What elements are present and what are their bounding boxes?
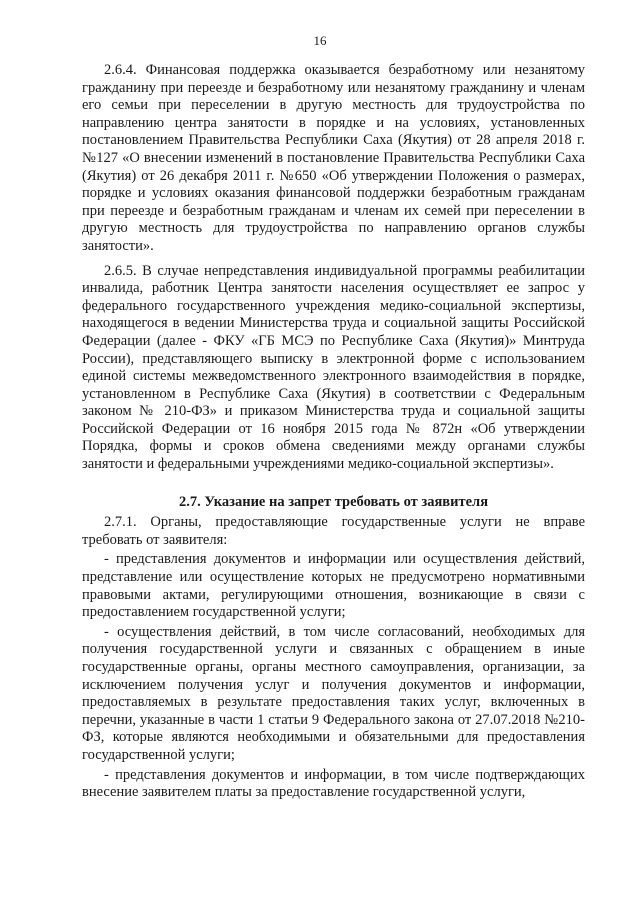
list-item: - представления документов и информации, в том числе подтверждающих внесение заявителем платы за предоставление государственной услуги,: [82, 766, 585, 801]
page-number: 16: [313, 33, 327, 48]
document-body: [82, 62, 585, 804]
list-item: - представления документов и информации или осуществления действий, представление или осуществление которых не предусмотрено нормативными правовыми актами, регулирующими отношения, возникающие в связи с предоставлением государственной услуги;: [82, 551, 585, 621]
paragraph-2-6-5: 2.6.5. В случае непредставления индивидуальной программы реабилитации инвалида, работник Центра занятости населения осуществляет ее запрос у федерального государственного учреждения медико-социальной экспертизы, находящегося в ведении Министерства труда и социальной защиты Российской Федерации (далее - ФКУ «ГБ МСЭ по Республике Саха (Якутия)» Минтруда России), представляющего выписку в электронной форме с использованием единой системы межведомственного электронного взаимодействия в порядке, установленном в Республике Саха (Якутия) в соответствии с Федеральным законом № 210-ФЗ» и приказом Министерства труда и социальной защиты Российской Федерации от 16 ноября 2015 года № 872н «Об утверждении Порядка, формы и сроков обмена сведениями между органами службы занятости и федеральными учреждениями медико-социальной экспертизы».: [82, 262, 585, 473]
paragraph-2-7-1: 2.7.1. Органы, предоставляющие государственные услуги не вправе требовать от заявителя:: [82, 514, 585, 548]
list-item: - осуществления действий, в том числе согласований, необходимых для получения государственной услуги и связанных с обращением в иные государственные органы, органы местного самоуправления, организации, за исключением получения услуг и получения документов и информации, предоставляемых в результате предоставления таких услуг, включенных в перечни, указанные в части 1 статьи 9 Федерального закона от 27.07.2018 №210-ФЗ, которые являются необходимыми и обязательными для предоставления государственной услуги;: [82, 623, 585, 763]
section-heading: 2.7. Указание на запрет требовать от заявителя: [178, 493, 489, 510]
paragraph-2-6-4: 2.6.4. Финансовая поддержка оказывается безработному или незанятому гражданину при переезде и безработному или незанятому гражданину и членам его семьи при переселении в другую местность для трудоустройства по направлению центра занятости в порядке и на условиях, установленных постановлением Правительства Республики Саха (Якутия) от 28 апреля 2018 г. №127 «О внесении изменений в постановление Правительства Республики Саха (Якутия) от 26 декабря 2011 г. №650 «Об утверждении Положения о размерах, порядке и условиях оказания финансовой поддержки безработным гражданам при переезде и безработным гражданам и членам их семей при переселении в другую местность для трудоустройства по направлению органов службы занятости».: [82, 62, 585, 254]
